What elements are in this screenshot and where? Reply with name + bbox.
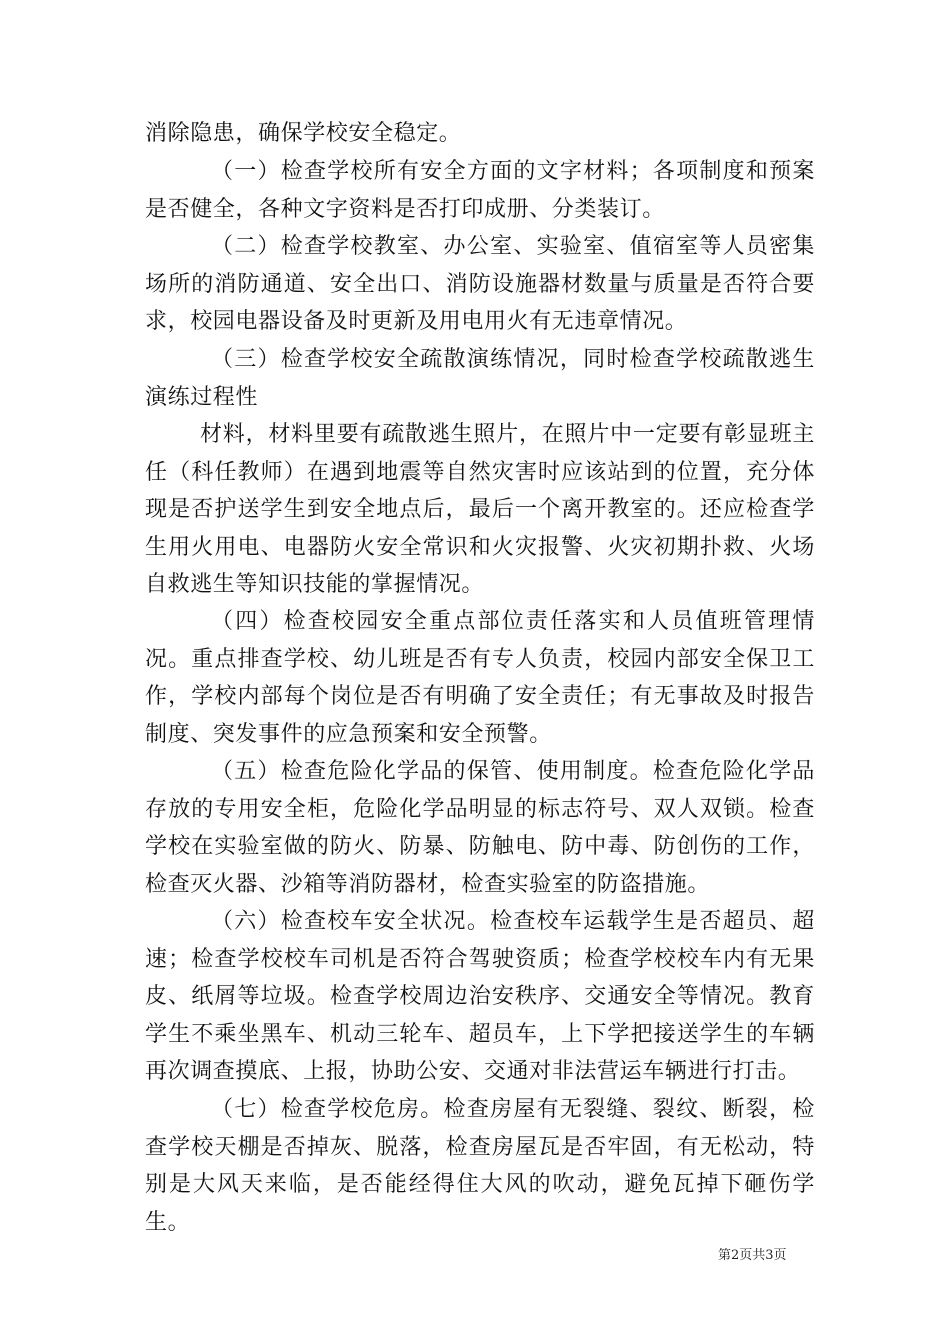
paragraph-item-5: （五）检查危险化学品的保管、使用制度。检查危险化学品存放的专用安全柜，危险化学品明显的标志符号、双人双锁。检查学校在实验室做的防火、防暴、防触电、防中毒、防创伤的工作，检查灭火器、沙箱等消防器材，检查实验室的防盗措施。 [145,759,815,897]
paragraph-item-7: （七）检查学校危房。检查房屋有无裂缝、裂纹、断裂，检查学校天棚是否掉灰、脱落，检查房屋瓦是否牢固，有无松动，特别是大风天来临，是否能经得住大风的吹动，避免瓦掉下砸伤学生。 [145,1097,815,1235]
paragraph-item-3: （三）检查学校安全疏散演练情况，同时检查学校疏散逃生演练过程性 [145,347,815,410]
paragraph-item-3-continued: 材料，材料里要有疏散逃生照片，在照片中一定要有彰显班主任（科任教师）在遇到地震等自然灾害时应该站到的位置，充分体现是否护送学生到安全地点后，最后一个离开教室的。还应检查学生用火用电、电器防火安全常识和火灾报警、火灾初期扑救、火场自救逃生等知识技能的掌握情况。 [145,422,815,597]
paragraph-intro: 消除隐患，确保学校安全稳定。 [145,121,462,146]
paragraph-item-6: （六）检查校车安全状况。检查校车运载学生是否超员、超速；检查学校校车司机是否符合驾驶资质；检查学校校车内有无果皮、纸屑等垃圾。检查学校周边治安秩序、交通安全等情况。教育学生不乘坐黑车、机动三轮车、超员车，上下学把接送学生的车辆再次调查摸底、上报，协助公安、交通对非法营运车辆进行打击。 [145,909,815,1084]
paragraph-item-2: （二）检查学校教室、办公室、实验室、值宿室等人员密集场所的消防通道、安全出口、消防设施器材数量与质量是否符合要求，校园电器设备及时更新及用电用火有无违章情况。 [145,234,815,334]
paragraph-item-1: （一）检查学校所有安全方面的文字材料；各项制度和预案是否健全，各种文字资料是否打印成册、分类装订。 [145,159,815,222]
page-number-footer: 第2页共3页 [718,1248,787,1263]
paragraph-item-4: （四）检查校园安全重点部位责任落实和人员值班管理情况。重点排查学校、幼儿班是否有专人负责，校园内部安全保卫工作，学校内部每个岗位是否有明确了安全责任；有无事故及时报告制度、突发事件的应急预案和安全预警。 [145,609,815,747]
